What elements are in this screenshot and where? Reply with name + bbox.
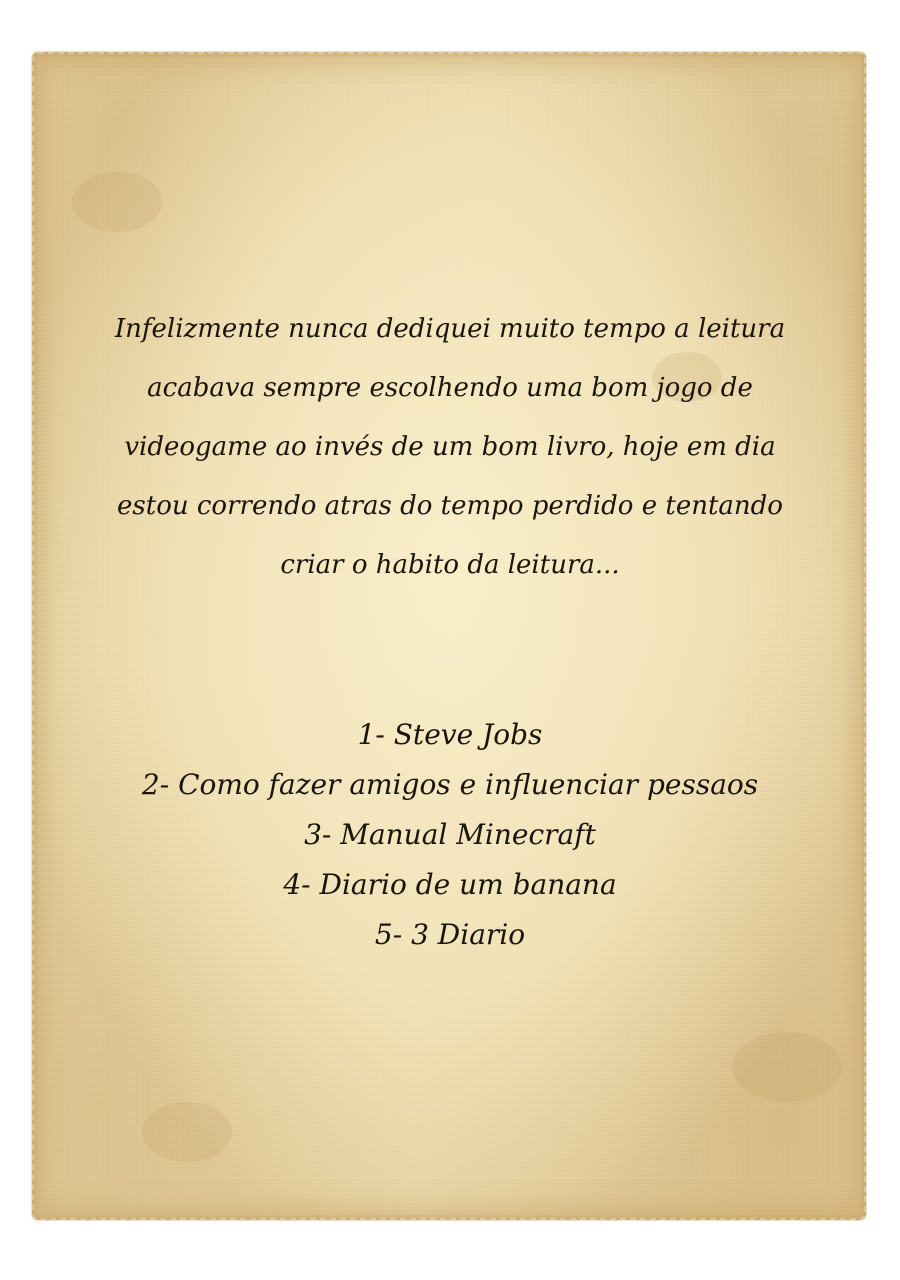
book-list-item: 1- Steve Jobs xyxy=(357,718,543,751)
book-list-item: 2- Como fazer amigos e influenciar pessaos xyxy=(141,768,759,801)
intro-line: criar o habito da leitura... xyxy=(280,550,620,580)
intro-paragraph xyxy=(100,300,800,595)
paper-stain xyxy=(142,1102,232,1162)
intro-line: Infelizmente nunca dediquei muito tempo a leitura xyxy=(114,314,786,344)
book-list-item: 3- Manual Minecraft xyxy=(304,818,596,851)
intro-line: acabava sempre escolhendo uma bom jogo de xyxy=(147,373,753,403)
paper-stain xyxy=(732,1032,842,1102)
intro-line: estou correndo atras do tempo perdido e tentando xyxy=(117,491,783,521)
book-list-item: 5- 3 Diario xyxy=(374,918,526,951)
parchment-paper xyxy=(32,52,866,1220)
book-list-item: 4- Diario de um banana xyxy=(283,868,617,901)
intro-line: videogame ao invés de um bom livro, hoje em dia xyxy=(124,432,776,462)
paper-stain xyxy=(72,172,162,232)
book-list xyxy=(100,710,800,960)
